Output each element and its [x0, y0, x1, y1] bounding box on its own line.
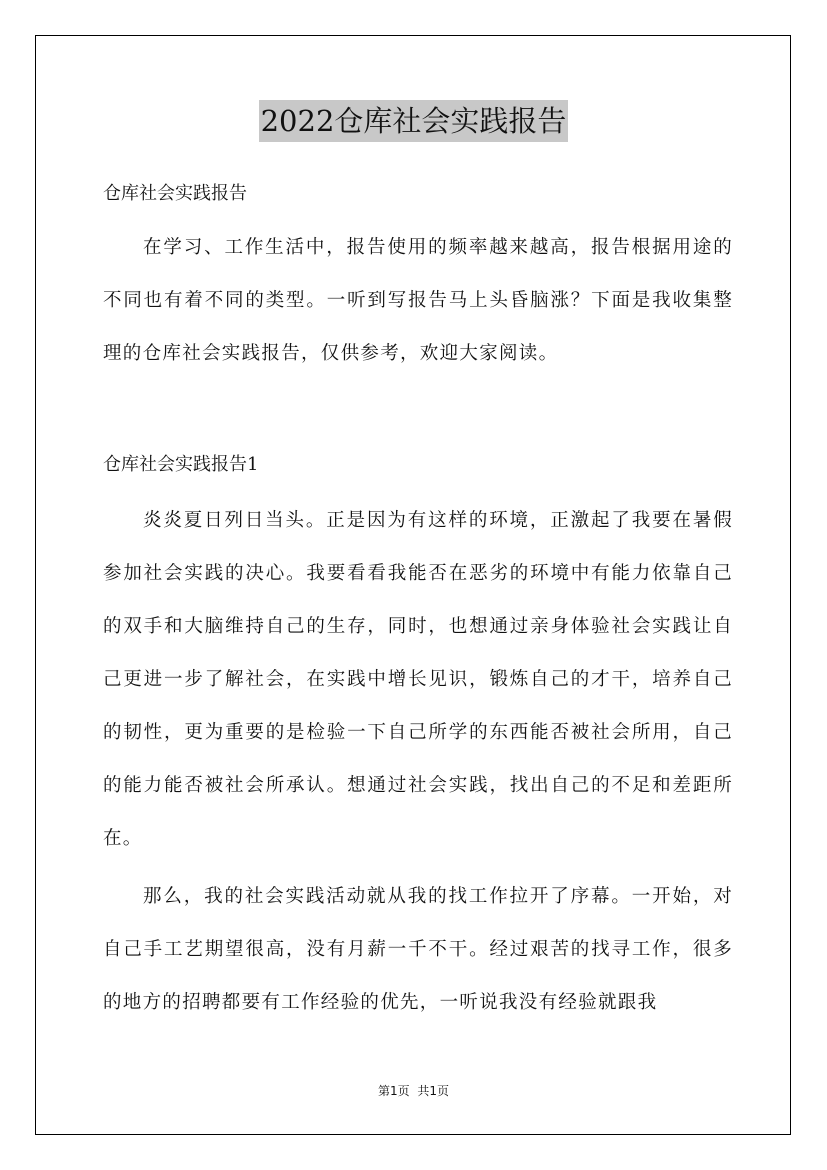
intro-paragraph: 在学习、工作生活中，报告使用的频率越来越高，报告根据用途的不同也有着不同的类型。一听到写报告马上头昏脑涨？下面是我收集整理的仓库社会实践报告，仅供参考，欢迎大家阅读。	[103, 237, 733, 364]
body-paragraph-1: 炎炎夏日列日当头。正是因为有这样的环境，正激起了我要在暑假参加社会实践的决心。我要看看我能否在恶劣的环境中有能力依靠自己的双手和大脑维持自己的生存，同时，也想通过亲身体验社会实践让自己更进一步了解社会，在实践中增长见识，锻炼自己的才干，培养自己的韧性，更为重要的是检验一下自己所学的东西能否被社会所用，自己的能力能否被社会所承认。想通过社会实践，找出自己的不足和差距所在。	[103, 510, 733, 849]
page-footer	[0, 1083, 827, 1099]
total-pages-label: 共1页	[417, 1084, 449, 1098]
current-page-label: 第1页	[378, 1084, 410, 1098]
section-heading: 仓库社会实践报告1	[103, 454, 259, 475]
document-subtitle: 仓库社会实践报告	[103, 183, 247, 204]
body-paragraph-2: 那么，我的社会实践活动就从我的找工作拉开了序幕。一开始，对自己手工艺期望很高，没有月薪一千不干。经过艰苦的找寻工作，很多的地方的招聘都要有工作经验的优先，一听说我没有经验就跟我	[103, 886, 733, 1013]
title-container	[0, 100, 827, 142]
document-title: 2022仓库社会实践报告	[259, 100, 569, 142]
